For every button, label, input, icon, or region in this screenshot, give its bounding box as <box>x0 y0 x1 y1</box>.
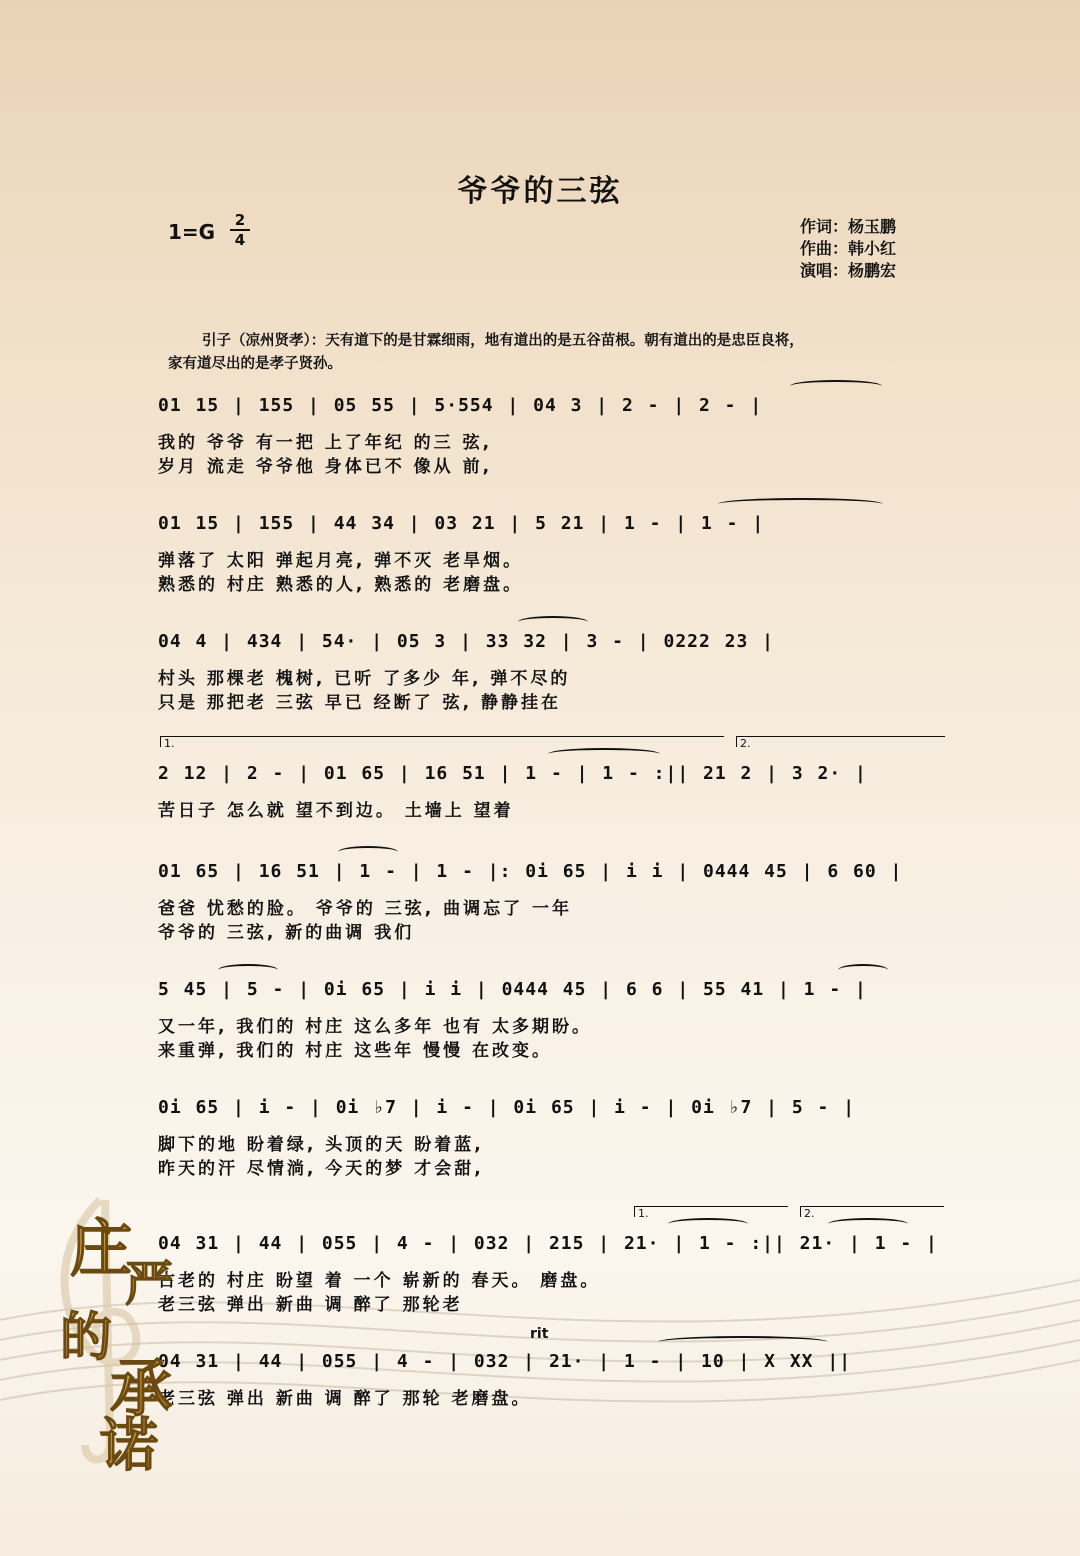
intro-line-2: 家有道尽出的是孝子贤孙。 <box>168 356 342 372</box>
lyric-verse-2: 昨天的汗 尽情淌, 今天的梦 才会甜, <box>158 1159 484 1179</box>
lyric-verse-1: 脚下的地 盼着绿, 头顶的天 盼着蓝, <box>158 1135 484 1155</box>
score-notes: 01 65 | 16 51 | 1 - | 1 - |: 0i 65 | i i | 0444 45 | 6 60 | <box>158 861 903 882</box>
score-notes: 04 31 | 44 | 055 | 4 - | 032 | 21· | 1 - | 10 | X XX || <box>158 1351 852 1372</box>
svg-text:的: 的 <box>60 1307 113 1368</box>
time-signature <box>230 212 250 248</box>
key-signature: 1=G <box>168 220 216 244</box>
lyric-verse-1: 弹落了 太阳 弹起月亮, 弹不灭 老旱烟。 <box>158 551 524 571</box>
volta-bracket-2: 2. <box>800 1206 944 1217</box>
lyric-verse-1: 爸爸 忧愁的脸。 爷爷的 三弦, 曲调忘了 一年 <box>158 899 573 919</box>
credit-composer: 作曲：韩小红 <box>800 239 897 258</box>
time-signature-top: 2 <box>234 211 246 229</box>
score-notes: 04 4 | 434 | 54· | 05 3 | 33 32 | 3 - | 0222 23 | <box>158 631 775 652</box>
volta-bracket-1: 1. <box>634 1206 788 1217</box>
credits <box>800 216 896 282</box>
tie-mark <box>668 1218 748 1230</box>
tie-mark <box>828 1218 908 1230</box>
tie-mark <box>548 748 660 760</box>
program-logo <box>30 1180 230 1480</box>
tie-mark <box>790 380 882 392</box>
credit-lyricist: 作词：杨玉鹏 <box>800 217 897 236</box>
score-notes: 0i 65 | i - | 0i ♭7 | i - | 0i 65 | i - | 0i ♭7 | 5 - | <box>158 1097 856 1118</box>
intro-text <box>168 330 938 376</box>
volta-bracket-2: 2. <box>736 736 945 747</box>
intro-line-1: 引子（凉州贤孝）：天有道下的是甘霖细雨，地有道出的是五谷苗根。朝有道出的是忠臣良将， <box>202 333 804 349</box>
ritardando-mark: rit <box>530 1326 549 1342</box>
lyric-verse-1: 古老的 村庄 盼望 着 一个 崭新的 春天。 磨盘。 <box>158 1271 601 1291</box>
credit-singer: 演唱：杨鹏宏 <box>800 261 897 280</box>
volta-bracket-1: 1. <box>160 736 724 747</box>
lyric-verse-1: 老三弦 弹出 新曲 调 醉了 那轮 老磨盘。 <box>158 1389 532 1409</box>
time-signature-bottom: 4 <box>234 231 246 249</box>
lyric-verse-2: 来重弹, 我们的 村庄 这些年 慢慢 在改变。 <box>158 1041 553 1061</box>
tie-mark <box>218 964 278 976</box>
lyric-verse-2: 老三弦 弹出 新曲 调 醉了 那轮老 <box>158 1295 463 1315</box>
lyric-verse-2: 岁月 流走 爷爷他 身体已不 像从 前, <box>158 457 493 477</box>
tie-mark <box>518 616 588 628</box>
score-notes: 01 15 | 155 | 44 34 | 03 21 | 5 21 | 1 - | 1 - | <box>158 513 765 534</box>
svg-text:严: 严 <box>125 1256 174 1312</box>
score-notes: 01 15 | 155 | 05 55 | 5·554 | 04 3 | 2 - | 2 - | <box>158 395 763 416</box>
tie-mark <box>658 1336 828 1348</box>
tie-mark <box>838 964 888 976</box>
lyric-verse-2: 只是 那把老 三弦 早已 经断了 弦, 静静挂在 <box>158 693 561 713</box>
score-notes: 5 45 | 5 - | 0i 65 | i i | 0444 45 | 6 6 | 55 41 | 1 - | <box>158 979 867 1000</box>
song-title: 爷爷的三弦 <box>457 174 623 209</box>
svg-text:承: 承 <box>110 1352 173 1425</box>
svg-text:庄: 庄 <box>70 1212 133 1285</box>
lyric-verse-1: 我的 爷爷 有一把 上了年纪 的三 弦, <box>158 433 493 453</box>
lyric-verse-2: 爷爷的 三弦, 新的曲调 我们 <box>158 923 415 943</box>
tie-mark <box>718 498 883 510</box>
lyric-verse-2: 熟悉的 村庄 熟悉的人, 熟悉的 老磨盘。 <box>158 575 524 595</box>
tie-mark <box>338 846 398 858</box>
lyric-verse-1: 苦日子 怎么就 望不到边。 土墙上 望着 <box>158 801 514 821</box>
lyric-verse-1: 村头 那棵老 槐树, 已听 了多少 年, 弹不尽的 <box>158 669 571 689</box>
score-notes: 04 31 | 44 | 055 | 4 - | 032 | 215 | 21· | 1 - :|| 21· | 1 - | <box>158 1233 938 1254</box>
score-notes: 2 12 | 2 - | 01 65 | 16 51 | 1 - | 1 - :|| 21 2 | 3 2· | <box>158 763 867 784</box>
svg-text:诺: 诺 <box>100 1411 159 1479</box>
lyric-verse-1: 又一年, 我们的 村庄 这么多年 也有 太多期盼。 <box>158 1017 593 1037</box>
